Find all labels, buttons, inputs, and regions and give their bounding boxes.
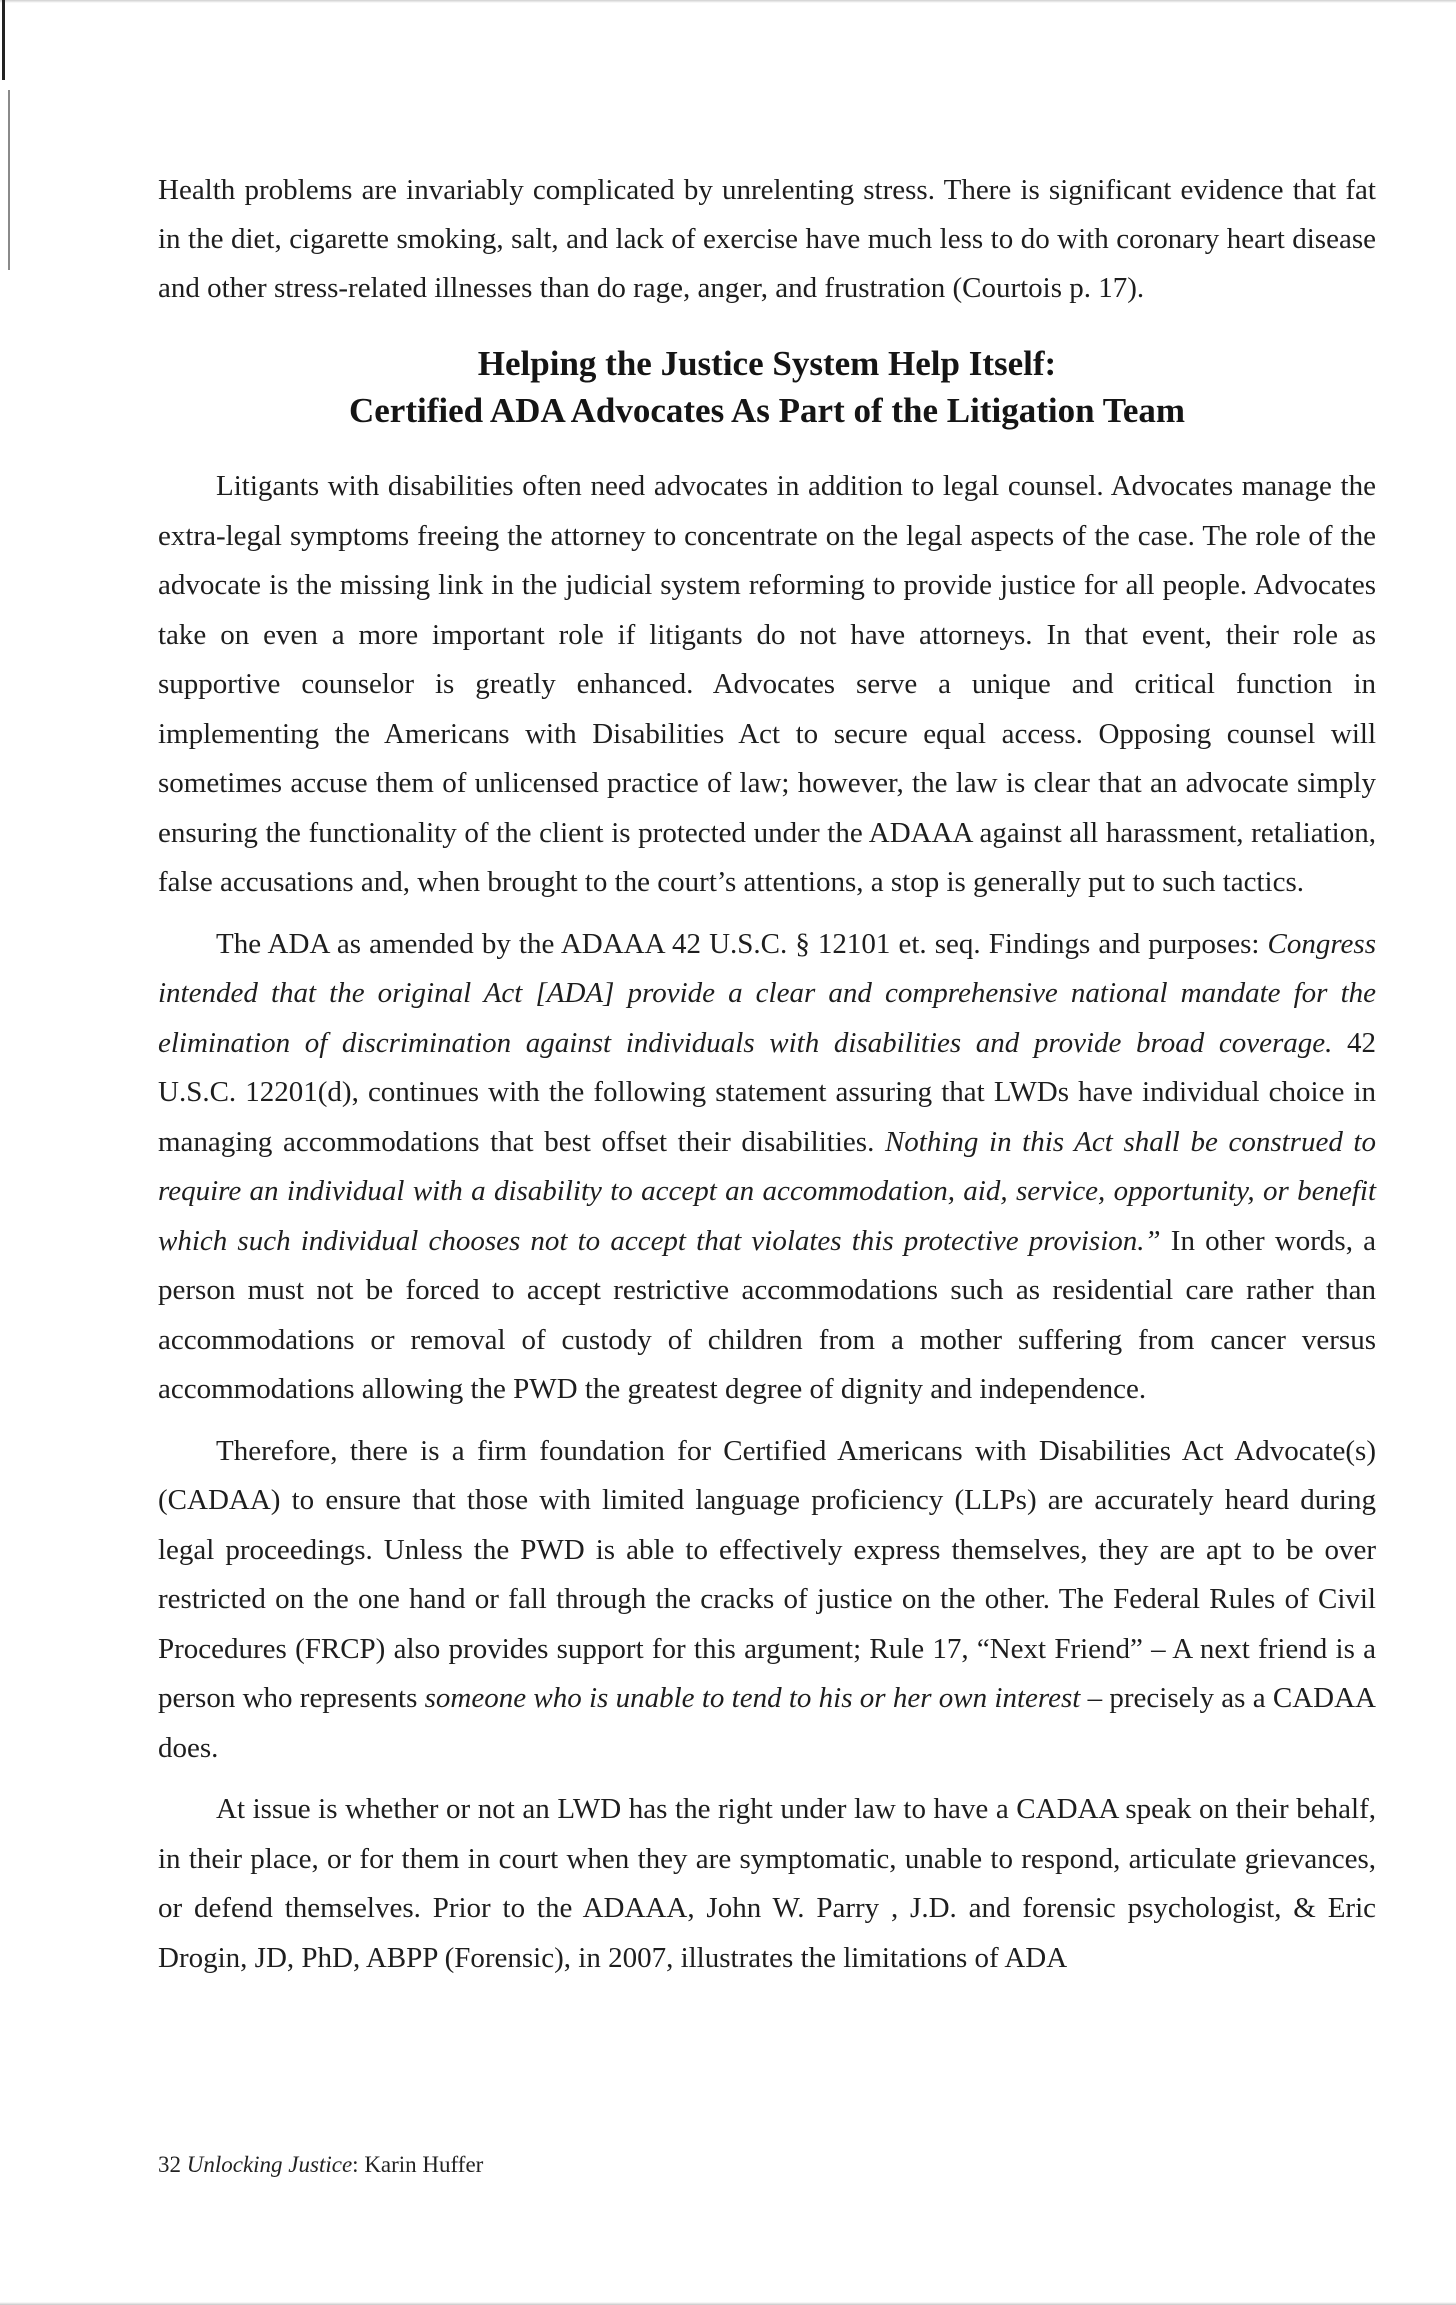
- scan-edge-top: [0, 0, 1456, 3]
- heading-line-2: Certified ADA Advocates As Part of the Litigation Team: [348, 391, 1186, 430]
- paragraph-cadaa-text-2: – precisely as a CADAA does.: [158, 1682, 1376, 1764]
- footer-separator: :: [352, 2152, 359, 2177]
- paragraph-ada-quote-1: Congress intended that the original Act [ADA] provide a clear and comprehensive national mandate for the elimination of discrimination against individuals with disabilities and provide broad coverage.: [158, 927, 1376, 1059]
- paragraph-at-issue: At issue is whether or not an LWD has the right under law to have a CADAA speak on their behalf, in their place, or for them in court when they are symptomatic, unable to respond, articulate grievances, or defend themselves. Prior to the ADAAA, John W. Parry , J.D. and forensic psychologist, & Eric Drogin, JD, PhD, ABPP (Forensic), in 2007, illustrates the limitations of ADA: [158, 1793, 1376, 1974]
- paragraph-cadaa-quote: someone who is unable to tend to his or her own interest: [424, 1682, 1081, 1714]
- paragraph-health-stress: Health problems are invariably complicated by unrelenting stress. There is significant evidence that fat in the diet, cigarette smoking, salt, and lack of exercise have much less to do with coronary heart disease and other stress-related illnesses than do rage, anger, and frustration (Courtois p. 17).: [158, 174, 1376, 304]
- scan-edge-left: [2, 0, 5, 80]
- paragraph-advocates: Litigants with disabilities often need advocates in addition to legal counsel. Advocates manage the extra-legal symptoms freeing the attorney to concentrate on the legal aspects of the case. The role of the advocate is the missing link in the judicial system reforming to provide justice for all people. Advocates take on even a more important role if litigants do not have attorneys. In that event, their role as supportive counselor is greatly enhanced. Advocates serve a unique and critical function in implementing the Americans with Disabilities Act to secure equal access. Opposing counsel will sometimes accuse them of unlicensed practice of law; however, the law is clear that an advocate simply ensuring the functionality of the client is protected under the ADAAA against all harassment, retaliation, false accusations and, when brought to the court’s attentions, a stop is generally put to such tactics.: [158, 470, 1376, 898]
- paragraph-ada-quote-2: Nothing in this Act shall be construed to require an individual with a disability to accept an accommodation, aid, service, opportunity, or benefit which such individual chooses not to accept that violates this protective provision.”: [158, 1125, 1376, 1257]
- paragraph-cadaa-text-1: Therefore, there is a firm foundation for Certified Americans with Disabilities Act Advocate(s) (CADAA) to ensure that those with limited language proficiency (LLPs) are accurately heard during legal proceedings. Unless the PWD is able to effectively express themselves, they are apt to be over restricted on the one hand or fall through the cracks of justice on the other. The Federal Rules of Civil Procedures (FRCP) also provides support for this argument; Rule 17, “Next Friend” – A next friend is a person who represents: [158, 1434, 1376, 1714]
- page-footer: [158, 2152, 483, 2178]
- book-title: Unlocking Justice: [186, 2152, 353, 2177]
- paragraph-ada-text-1: The ADA as amended by the ADAAA 42 U.S.C. § 12101 et. seq. Findings and purposes:: [216, 927, 1268, 960]
- scan-edge-left-mark: [8, 90, 10, 270]
- paragraph-cadaa-foundation: [158, 1427, 1376, 1774]
- page-body: [158, 166, 1376, 1983]
- page-number: 32: [158, 2152, 181, 2177]
- paragraph-ada-findings: [158, 920, 1376, 1415]
- paragraph-ada-text-2: 42 U.S.C. 12201(d), continues with the following statement assuring that LWDs have individual choice in managing accommodations that best offset their disabilities.: [158, 1026, 1377, 1158]
- heading-line-1: Helping the Justice System Help Itself:: [477, 344, 1057, 383]
- paragraph-ada-text-3: In other words, a person must not be forced to accept restrictive accommodations such as residential care rather than accommodations or removal of custody of children from a mother suffering from cancer versus accommodations allowing the PWD the greatest degree of dignity and independence.: [158, 1224, 1376, 1405]
- author-name: Karin Huffer: [364, 2152, 484, 2177]
- section-heading: [158, 340, 1376, 434]
